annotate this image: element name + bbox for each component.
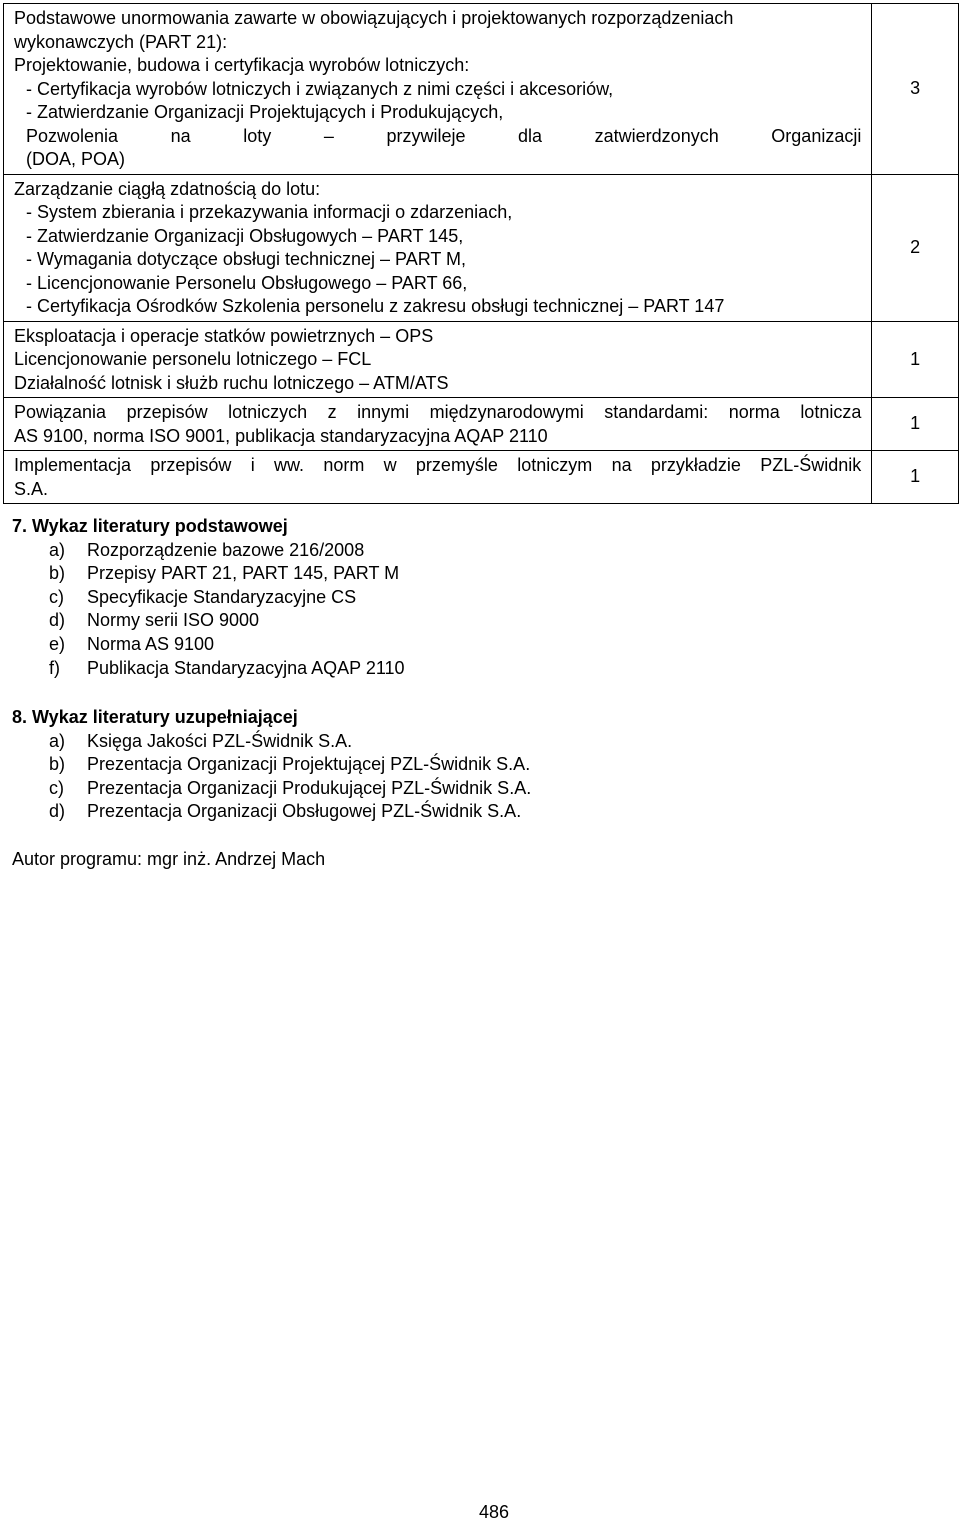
justified-word: PZL-Świdnik bbox=[760, 455, 862, 475]
list-item bbox=[12, 609, 288, 633]
list-marker: f) bbox=[49, 657, 60, 678]
justified-word: Powiązania bbox=[14, 402, 107, 422]
list-text: Rozporządzenie bazowe 216/2008 bbox=[87, 539, 365, 560]
list-marker: c) bbox=[49, 586, 64, 607]
table-row bbox=[4, 4, 959, 175]
list-marker: a) bbox=[49, 539, 66, 560]
list-text: Prezentacja Organizacji Projektującej PZL-Świdnik S.A. bbox=[87, 754, 531, 775]
list-text: Przepisy PART 21, PART 145, PART M bbox=[87, 563, 400, 584]
justified-word: loty bbox=[243, 125, 272, 146]
justified-word: zatwierdzonych bbox=[594, 125, 719, 146]
topic-line: (DOA, POA) bbox=[26, 149, 126, 169]
list-item bbox=[12, 753, 531, 777]
topic-line-justified bbox=[14, 454, 861, 478]
justified-word: na bbox=[611, 455, 632, 475]
justified-word: na bbox=[170, 125, 191, 146]
topic-line: wykonawczych (PART 21): bbox=[14, 31, 228, 52]
topic-cell bbox=[4, 321, 872, 398]
justified-word: – bbox=[323, 125, 334, 146]
table-row bbox=[4, 451, 959, 504]
basic-literature-section bbox=[12, 515, 405, 680]
section-title: 8. Wykaz literatury uzupełniającej bbox=[12, 707, 298, 727]
topic-line: - Wymagania dotyczące obsługi technicznej – PART M, bbox=[26, 249, 467, 269]
hours-cell: 1 bbox=[872, 398, 959, 451]
list-text: Specyfikacje Standaryzacyjne CS bbox=[87, 586, 357, 607]
topic-line: Zarządzanie ciągłą zdatnością do lotu: bbox=[14, 178, 321, 199]
list-text: Normy serii ISO 9000 bbox=[87, 610, 260, 631]
author-line: Autor programu: mgr inż. Andrzej Mach bbox=[12, 849, 326, 869]
list-item bbox=[12, 730, 353, 754]
page-number: 486 bbox=[478, 1502, 510, 1522]
justified-word: przepisów bbox=[150, 455, 232, 475]
topic-line: - Zatwierdzanie Organizacji Obsługowych – PART 145, bbox=[26, 225, 464, 246]
list-marker: e) bbox=[49, 633, 66, 654]
list-item bbox=[12, 633, 288, 657]
list-text: Norma AS 9100 bbox=[87, 633, 215, 654]
list-marker: d) bbox=[49, 610, 66, 631]
topic-line: Licencjonowanie personelu lotniczego – FCL bbox=[14, 349, 372, 369]
table-row bbox=[4, 321, 959, 398]
topics-table bbox=[3, 3, 959, 504]
justified-word: ww. bbox=[274, 455, 305, 475]
section-title: 7. Wykaz literatury podstawowej bbox=[12, 516, 288, 536]
topic-cell bbox=[4, 451, 872, 504]
list-item bbox=[12, 562, 400, 586]
justified-word: Implementacja bbox=[14, 455, 132, 475]
topic-line: - Certyfikacja wyrobów lotniczych i związanych z nimi części i akcesoriów, bbox=[26, 78, 614, 99]
list-marker: b) bbox=[49, 754, 66, 775]
justified-word: przywileje bbox=[386, 125, 466, 146]
list-item bbox=[12, 800, 522, 824]
hours-cell: 3 bbox=[872, 4, 959, 175]
justified-word: lotnicza bbox=[800, 402, 862, 422]
list-item bbox=[12, 777, 532, 801]
topic-line: - Licencjonowanie Personelu Obsługowego – PART 66, bbox=[26, 272, 468, 293]
hours-cell: 1 bbox=[872, 451, 959, 504]
topic-line: Eksploatacja i operacje statków powietrznych – OPS bbox=[14, 325, 434, 346]
justified-word: Organizacji bbox=[771, 125, 862, 146]
list-text: Prezentacja Organizacji Obsługowej PZL-Świdnik S.A. bbox=[87, 801, 522, 822]
topic-line: Działalność lotnisk i służb ruchu lotniczego – ATM/ATS bbox=[14, 372, 449, 393]
justified-word: lotniczym bbox=[517, 455, 593, 475]
justified-word: międzynarodowymi bbox=[429, 402, 584, 422]
list-marker: a) bbox=[49, 730, 66, 751]
list-marker: c) bbox=[49, 777, 64, 798]
supplementary-literature-section bbox=[12, 706, 532, 824]
list-item bbox=[12, 586, 357, 610]
justified-word: standardami: bbox=[604, 402, 709, 422]
topic-cell bbox=[4, 174, 872, 321]
justified-word: przemyśle bbox=[415, 455, 498, 475]
topic-line: - System zbierania i przekazywania informacji o zdarzeniach, bbox=[26, 202, 513, 222]
topic-line: Podstawowe unormowania zawarte w obowiązujących i projektowanych rozporządzeniach bbox=[14, 8, 734, 28]
topic-line: Projektowanie, budowa i certyfikacja wyrobów lotniczych: bbox=[14, 55, 470, 75]
table-row bbox=[4, 398, 959, 451]
topic-line: - Zatwierdzanie Organizacji Projektujących i Produkujących, bbox=[26, 102, 504, 122]
justified-word: dla bbox=[518, 125, 543, 146]
topic-cell bbox=[4, 4, 872, 175]
list-item bbox=[12, 657, 405, 681]
list-text: Publikacja Standaryzacyjna AQAP 2110 bbox=[87, 657, 405, 678]
justified-word: lotniczych bbox=[228, 402, 308, 422]
topic-line: - Certyfikacja Ośrodków Szkolenia personelu z zakresu obsługi technicznej – PART 147 bbox=[26, 296, 725, 316]
justified-word: przykładzie bbox=[650, 455, 741, 475]
list-marker: b) bbox=[49, 563, 66, 584]
hours-cell: 2 bbox=[872, 174, 959, 321]
justified-word: Pozwolenia bbox=[26, 125, 119, 146]
justified-word: z bbox=[327, 402, 337, 422]
topic-line: S.A. bbox=[14, 478, 49, 499]
list-item bbox=[12, 539, 365, 563]
justified-word: i bbox=[250, 455, 255, 475]
hours-cell: 1 bbox=[872, 321, 959, 398]
justified-word: przepisów bbox=[126, 402, 208, 422]
table-row bbox=[4, 174, 959, 321]
justified-word: w bbox=[383, 455, 397, 475]
justified-word: innymi bbox=[357, 402, 410, 422]
topic-line-justified bbox=[14, 125, 861, 149]
justified-word: norm bbox=[323, 455, 365, 475]
list-text: Prezentacja Organizacji Produkującej PZL-Świdnik S.A. bbox=[87, 777, 532, 798]
topic-line: AS 9100, norma ISO 9001, publikacja standaryzacyjna AQAP 2110 bbox=[14, 425, 548, 446]
topic-line-justified bbox=[14, 401, 861, 425]
justified-word: norma bbox=[728, 402, 780, 422]
topic-cell bbox=[4, 398, 872, 451]
list-text: Księga Jakości PZL-Świdnik S.A. bbox=[87, 730, 353, 751]
list-marker: d) bbox=[49, 801, 66, 822]
